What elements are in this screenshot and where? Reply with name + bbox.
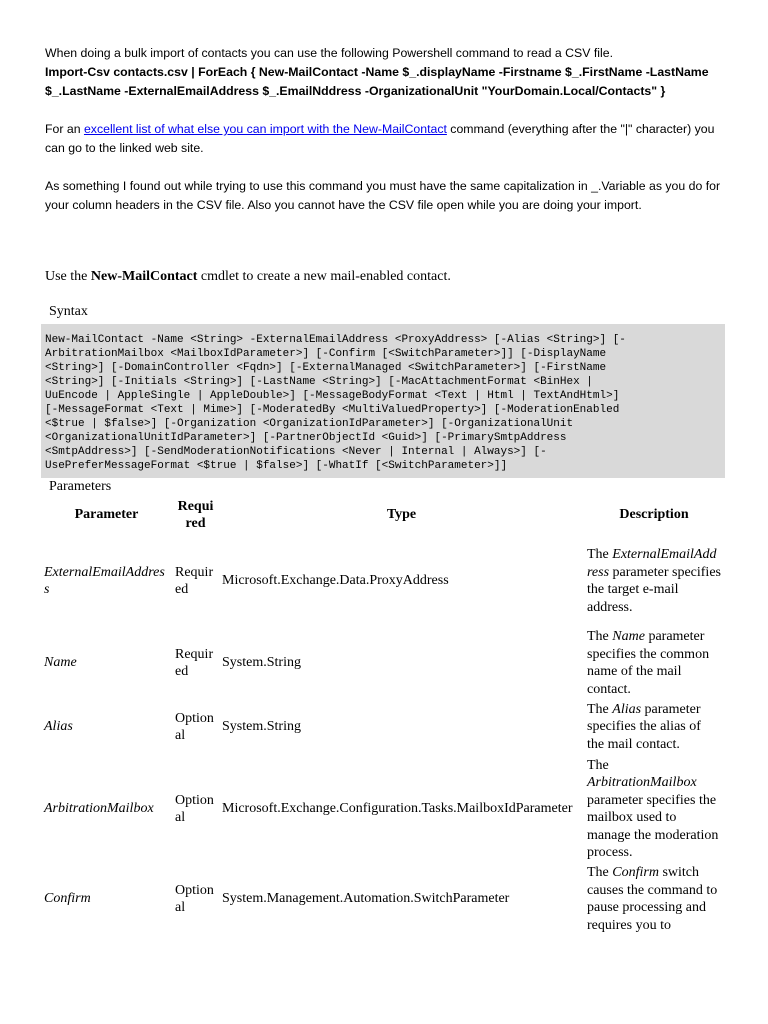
param-description: The ArbitrationMailbox parameter specifies the mailbox used to manage the moderation process. <box>587 757 719 860</box>
parameters-table <box>41 495 724 935</box>
header-parameter: Parameter <box>74 507 139 523</box>
param-type: System.String <box>222 655 301 671</box>
param-required: Optional <box>175 710 214 743</box>
param-name: Name <box>44 655 77 671</box>
param-description: The ExternalEmailAddress parameter specifies the target e-mail address. <box>587 547 721 615</box>
param-description: The Alias parameter specifies the alias of the mail contact. <box>587 701 701 752</box>
param-type: System.String <box>222 719 301 735</box>
param-description: The Name parameter specifies the common name of the mail contact. <box>587 629 710 697</box>
syntax-heading: Syntax <box>49 304 88 319</box>
parameters-heading: Parameters <box>49 479 112 494</box>
import-command: Import-Csv contacts.csv | ForEach { New-MailContact -Name $_.displayName -Firstname $_.FirstName -LastName $_.LastName -ExternalEmailAddress $_.EmailNddress -OrganizationalUnit "YourDomain.Local/Contacts" } <box>45 65 709 98</box>
usage-lead: Use the <box>45 269 91 284</box>
param-name: ExternalEmailAddress <box>44 564 165 597</box>
param-required: Optional <box>175 882 214 915</box>
param-type: Microsoft.Exchange.Data.ProxyAddress <box>222 573 449 589</box>
table-row <box>41 863 724 935</box>
table-row <box>41 699 724 755</box>
link-paragraph <box>45 120 735 158</box>
header-required: Required <box>177 498 214 531</box>
param-required: Required <box>175 564 214 597</box>
param-description: The Confirm switch causes the command to pause processing and requires you to <box>587 865 718 933</box>
capitalization-note: As something I found out while trying to use this command you must have the same capitalization in _.Variable as you do for your column headers in the CSV file. Also you cannot have the CSV file open while you are doing your import. <box>45 179 721 212</box>
param-name: ArbitrationMailbox <box>44 801 154 817</box>
link-paragraph-lead: For an <box>45 122 84 136</box>
link-paragraph-tail: command (everything after the "|" character) you can go to the linked web site. <box>45 122 715 155</box>
new-mailcontact-link[interactable]: excellent list of what else you can import with the New-MailContact <box>83 122 447 136</box>
table-row <box>41 535 724 627</box>
param-required: Required <box>175 646 214 679</box>
param-name: Confirm <box>44 891 91 907</box>
usage-sentence <box>45 268 735 286</box>
param-name: Alias <box>44 719 73 735</box>
table-row <box>41 755 724 863</box>
intro-line: When doing a bulk import of contacts you can use the following Powershell command to read a CSV file. <box>45 46 614 60</box>
param-type: System.Management.Automation.SwitchParameter <box>222 891 510 907</box>
intro-section <box>45 44 735 215</box>
param-type: Microsoft.Exchange.Configuration.Tasks.MailboxIdParameter <box>222 801 573 817</box>
header-type: Type <box>386 507 417 523</box>
table-row <box>41 627 724 699</box>
header-description: Description <box>619 507 689 523</box>
cmdlet-name: New-MailContact <box>90 269 198 284</box>
syntax-code-block: New-MailContact -Name <String> -ExternalEmailAddress <ProxyAddress> [-Alias <String>] [- ArbitrationMailbox <MailboxIdParameter>] [-Confirm [<SwitchParameter>]] [-DisplayName <String>] [-DomainController <Fqdn>] [-ExternalManaged <SwitchParameter>] [-FirstName <String>] [-Initials <String>] [-LastName <String>] [-MacAttachmentFormat <BinHex | UuEncode | AppleSingle | AppleDouble>] [-MessageBodyFormat <Text | Html | TextAndHtml>] [-MessageFormat <Text | Mime>] [-ModeratedBy <MultiValuedProperty>] [-ModerationEnabled <$true | $false>] [-Organization <OrganizationIdParameter>] [-OrganizationalUnit <OrganizationalUnitIdParameter>] [-PartnerObjectId <Guid>] [-PrimarySmtpAddress <SmtpAddress>] [-SendModerationNotifications <Never | Internal | Always>] [- UsePreferMessageFormat <$true | $false>] [-WhatIf [<SwitchParameter>]] <box>41 324 725 478</box>
table-header-row <box>41 495 724 535</box>
param-required: Optional <box>175 792 214 825</box>
usage-tail: cmdlet to create a new mail-enabled contact. <box>197 269 451 284</box>
